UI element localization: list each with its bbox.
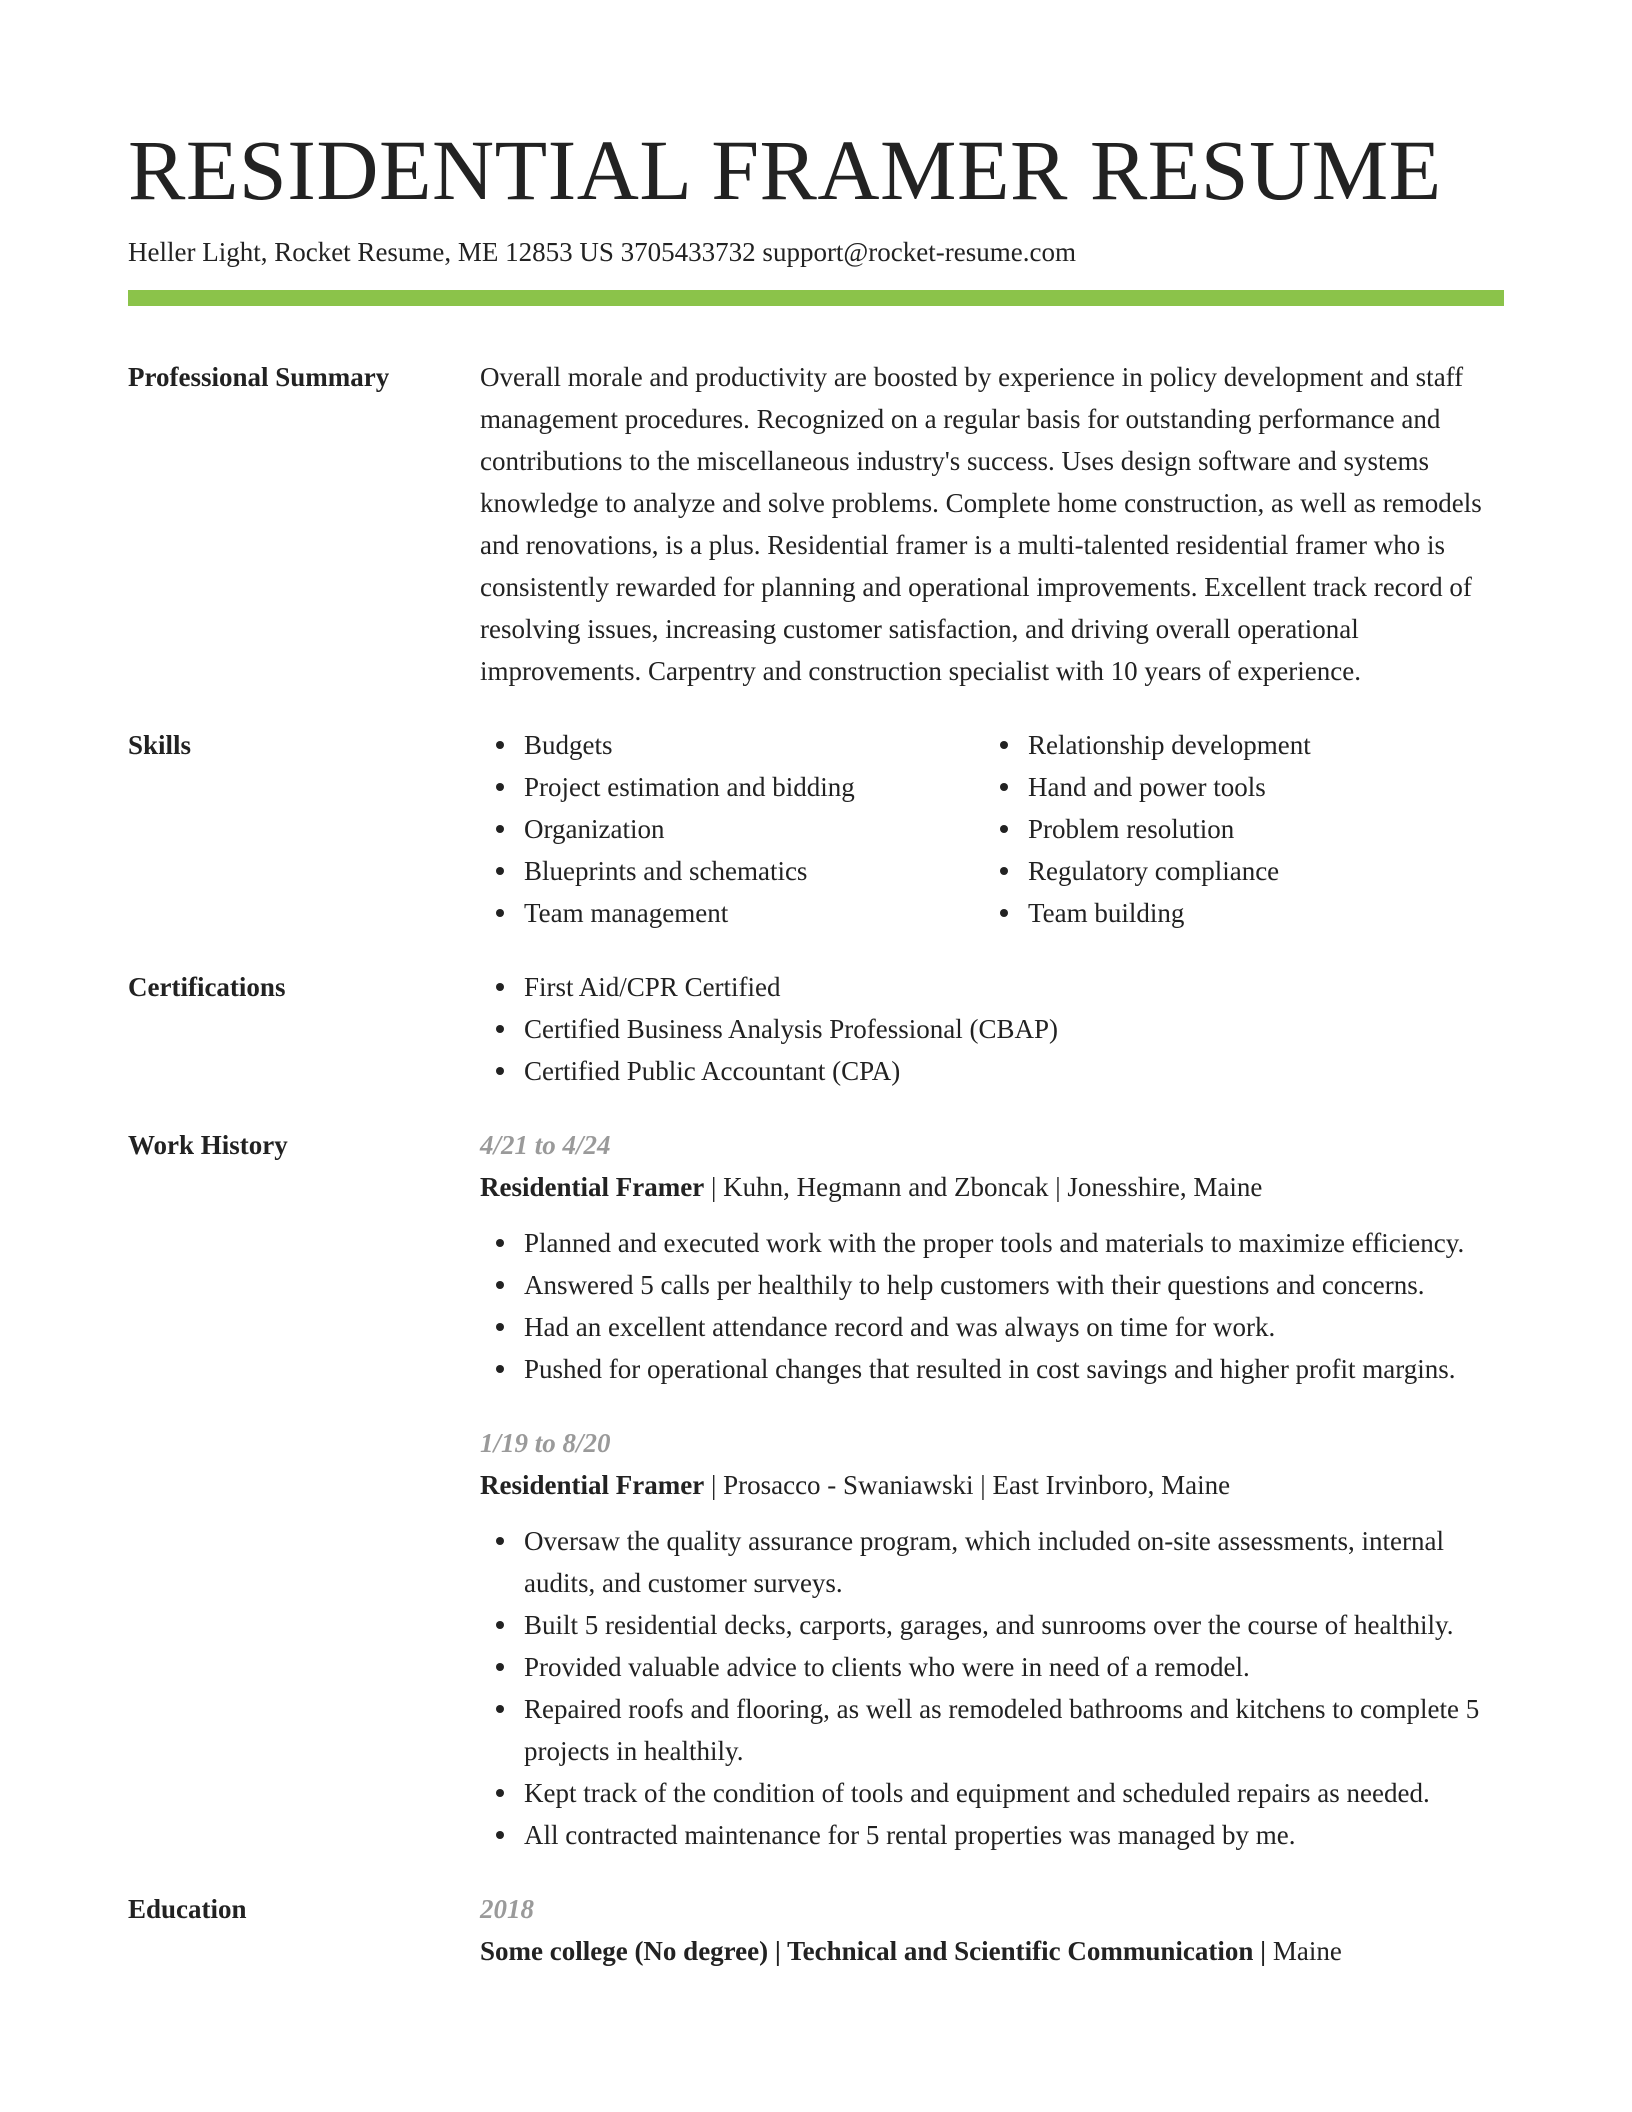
- section-label-skills: Skills: [128, 730, 192, 760]
- skill-item: Hand and power tools: [984, 766, 1488, 808]
- job-title: Residential Framer: [480, 1470, 705, 1500]
- job-bullet: Repaired roofs and flooring, as well as remodeled bathrooms and kitchens to complete 5 projects in healthily.: [480, 1688, 1504, 1772]
- summary-text: Overall morale and productivity are boosted by experience in policy development and staff management procedures. Recognized on a regular basis for outstanding performance and contributions to the miscellaneous industry's success. Uses design software and systems knowledge to analyze and solve problems. Complete home construction, as well as remodels and renovations, is a plus. Residential framer is a multi-talented residential framer who is consistently rewarded for planning and operational improvements. Excellent track record of resolving issues, increasing customer satisfaction, and driving overall operational improvements. Carpentry and construction specialist with 10 years of experience.: [480, 362, 1482, 686]
- section-label-education: Education: [128, 1894, 247, 1924]
- header-accent-rule: [128, 290, 1504, 306]
- job-entry: [480, 1124, 1504, 1390]
- job-bullets: [480, 1222, 1504, 1390]
- certification-item: First Aid/CPR Certified: [480, 966, 1504, 1008]
- education-state: Maine: [1272, 1936, 1342, 1966]
- skills-list-left: [480, 724, 984, 934]
- job-dates: 1/19 to 8/20: [480, 1428, 611, 1458]
- job-entry: [480, 1422, 1504, 1856]
- skill-item: Problem resolution: [984, 808, 1488, 850]
- education-line: [480, 1930, 1504, 1972]
- job-bullet: All contracted maintenance for 5 rental properties was managed by me.: [480, 1814, 1504, 1856]
- job-details: | Kuhn, Hegmann and Zboncak | Jonesshire, Maine: [704, 1172, 1263, 1202]
- section-certifications: [128, 966, 1504, 1092]
- job-title: Residential Framer: [480, 1172, 705, 1202]
- education-program: | Technical and Scientific Communication |: [768, 1936, 1273, 1966]
- job-bullet: Pushed for operational changes that resulted in cost savings and higher profit margins.: [480, 1348, 1504, 1390]
- job-title-line: [480, 1166, 1504, 1208]
- job-bullets: [480, 1520, 1504, 1856]
- certification-item: Certified Business Analysis Professional (CBAP): [480, 1008, 1504, 1050]
- skill-item: Organization: [480, 808, 984, 850]
- skill-item: Relationship development: [984, 724, 1488, 766]
- job-bullet: Planned and executed work with the proper tools and materials to maximize efficiency.: [480, 1222, 1504, 1264]
- education-date: 2018: [480, 1894, 534, 1924]
- skill-item: Project estimation and bidding: [480, 766, 984, 808]
- section-label-work-history: Work History: [128, 1130, 288, 1160]
- education-school: Some college (No degree): [480, 1936, 769, 1966]
- section-education: [128, 1888, 1504, 1972]
- certifications-list: [480, 966, 1504, 1092]
- job-bullet: Oversaw the quality assurance program, which included on-site assessments, internal audits, and customer surveys.: [480, 1520, 1504, 1604]
- section-work-history: [128, 1124, 1504, 1856]
- job-dates: 4/21 to 4/24: [480, 1130, 611, 1160]
- skill-item: Team management: [480, 892, 984, 934]
- certification-item: Certified Public Accountant (CPA): [480, 1050, 1504, 1092]
- skill-item: Budgets: [480, 724, 984, 766]
- job-bullet: Built 5 residential decks, carports, garages, and sunrooms over the course of healthily.: [480, 1604, 1504, 1646]
- resume-title: RESIDENTIAL FRAMER RESUME: [128, 122, 1442, 218]
- section-label-summary: Professional Summary: [128, 362, 390, 392]
- skill-item: Team building: [984, 892, 1488, 934]
- skill-item: Blueprints and schematics: [480, 850, 984, 892]
- skills-list-right: [984, 724, 1488, 934]
- job-bullet: Answered 5 calls per healthily to help customers with their questions and concerns.: [480, 1264, 1504, 1306]
- skill-item: Regulatory compliance: [984, 850, 1488, 892]
- job-bullet: Provided valuable advice to clients who were in need of a remodel.: [480, 1646, 1504, 1688]
- job-details: | Prosacco - Swaniawski | East Irvinboro, Maine: [704, 1470, 1231, 1500]
- section-professional-summary: [128, 356, 1504, 692]
- job-bullet: Kept track of the condition of tools and equipment and scheduled repairs as needed.: [480, 1772, 1504, 1814]
- resume-page: [128, 0, 1504, 1972]
- section-skills: [128, 724, 1504, 934]
- job-bullet: Had an excellent attendance record and was always on time for work.: [480, 1306, 1504, 1348]
- contact-line: Heller Light, Rocket Resume, ME 12853 US 3705433732 support@rocket-resume.com: [128, 237, 1076, 267]
- job-title-line: [480, 1464, 1504, 1506]
- section-label-certifications: Certifications: [128, 972, 286, 1002]
